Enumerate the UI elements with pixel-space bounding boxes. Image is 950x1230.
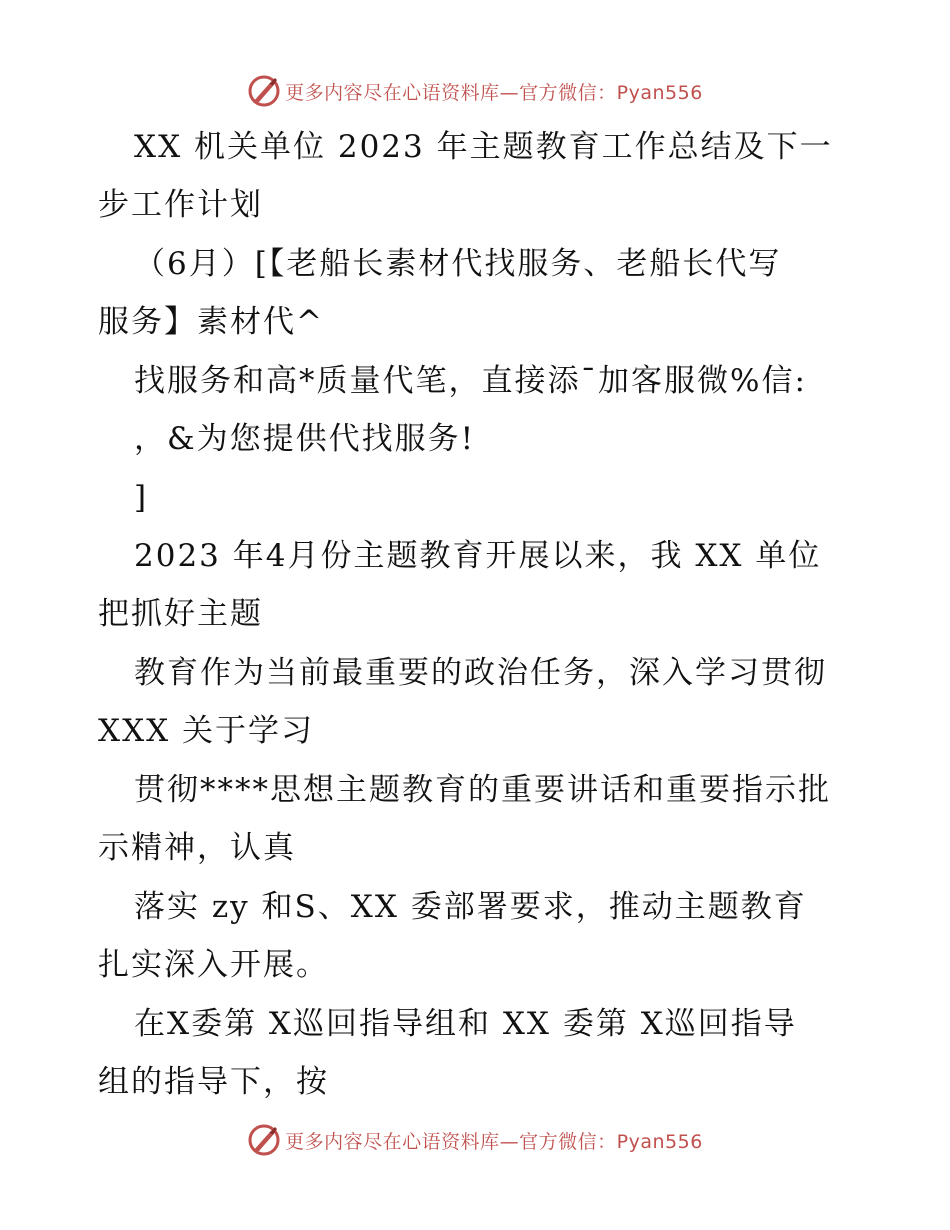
paragraph-line-9: 在X委第 X巡回指导组和 XX 委第 X巡回指导 [134, 1006, 797, 1042]
brush-logo-icon [247, 74, 281, 108]
note-line-3: 找服务和高*质量代笔，直接添¯加客服微%信: [134, 363, 807, 399]
paragraph-line-3: 教育作为当前最重要的政治任务，深入学习贯彻 [134, 655, 827, 691]
paragraph-line-6: 示精神，认真 [98, 830, 296, 866]
note-line-1: （6月）[【老船长素材代找服务、老船长代写 [134, 246, 782, 282]
paragraph-line-4: XXX 关于学习 [98, 713, 315, 749]
footer-watermark [0, 1120, 950, 1160]
title-line-2: 步工作计划 [98, 187, 263, 223]
paragraph-line-2: 把抓好主题 [98, 596, 263, 632]
title-line-1: XX 机关单位 2023 年主题教育工作总结及下一 [134, 129, 833, 165]
paragraph-line-1: 2023 年4月份主题教育开展以来，我 XX 单位 [134, 538, 822, 574]
paragraph-line-8: 扎实深入开展。 [98, 947, 329, 983]
note-line-5: ] [134, 480, 149, 516]
paragraph-line-5: 贯彻****思想主题教育的重要讲话和重要指示批 [134, 772, 831, 808]
footer-watermark-text: 更多内容尽在心语资料库—官方微信：Pyan556 [285, 1130, 703, 1153]
note-line-4: ，&为您提供代找服务! [134, 421, 476, 457]
paragraph-line-7: 落实 zy 和S、XX 委部署要求，推动主题教育 [134, 889, 807, 925]
header-watermark-text: 更多内容尽在心语资料库—官方微信：Pyan556 [285, 81, 703, 104]
brush-logo-icon [247, 1123, 281, 1157]
note-line-2: 服务】素材代^ [98, 304, 324, 340]
header-watermark [0, 71, 950, 111]
paragraph-line-10: 组的指导下，按 [98, 1064, 329, 1100]
